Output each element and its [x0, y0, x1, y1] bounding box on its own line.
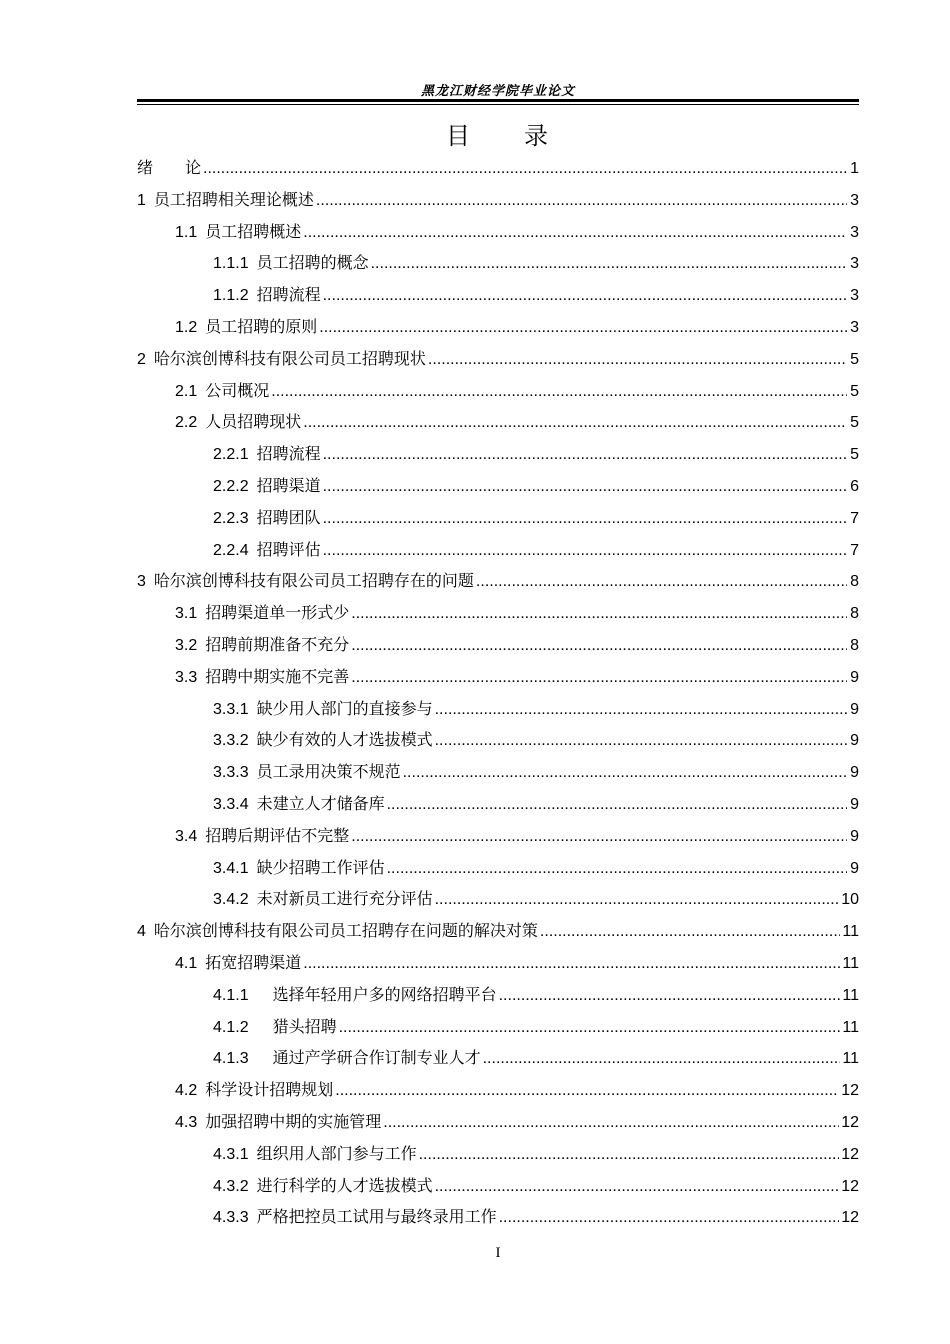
- toc-entry-number: 4.1.1: [213, 986, 249, 1004]
- toc-entry-number: 3.3.4: [213, 795, 249, 813]
- toc-dot-leader: [483, 1043, 841, 1075]
- toc-entry-label: 招聘流程: [256, 444, 321, 464]
- toc-entry[interactable]: [137, 343, 859, 375]
- toc-entry-page: 9: [850, 668, 859, 686]
- toc-entry-label: 员工招聘的概念: [256, 253, 369, 273]
- toc-entry-number: 4.2: [175, 1082, 198, 1100]
- toc-entry-number: 4.3: [175, 1113, 198, 1131]
- toc-dot-leader: [435, 725, 847, 757]
- toc-entry-page: 3: [850, 223, 859, 241]
- header-rule-thin: [137, 104, 859, 105]
- toc-dot-leader: [335, 1075, 839, 1107]
- toc-entry-label: 绪 论: [137, 158, 202, 177]
- toc-dot-leader: [323, 439, 847, 471]
- toc-entry[interactable]: [137, 1011, 859, 1043]
- toc-entry-label: 拓宽招聘渠道: [205, 952, 302, 972]
- toc-entry-number: 4.1.3: [213, 1050, 249, 1068]
- toc-entry-page: 3: [850, 287, 859, 305]
- toc-dot-leader: [303, 217, 847, 249]
- toc-entry-number: 2: [137, 350, 146, 368]
- toc-dot-leader: [351, 598, 847, 630]
- toc-entry-number: 2.2.3: [213, 509, 249, 527]
- toc-entry-label: 招聘中期实施不完善: [205, 666, 350, 686]
- toc-entry-page: 11: [842, 954, 859, 972]
- toc-entry-label: 哈尔滨创博科技有限公司员工招聘存在问题的解决对策: [153, 921, 538, 941]
- toc-entry-label: 科学设计招聘规划: [205, 1080, 334, 1100]
- toc-entry-page: 5: [850, 414, 859, 432]
- toc-entry-label: 招聘渠道: [256, 475, 321, 495]
- toc-entry[interactable]: [137, 1074, 859, 1106]
- toc-entry[interactable]: [137, 1042, 859, 1074]
- toc-dot-leader: [387, 853, 847, 885]
- toc-entry[interactable]: [137, 979, 859, 1011]
- toc-entry[interactable]: [137, 788, 859, 820]
- toc-dot-leader: [476, 566, 847, 598]
- toc-entry[interactable]: [137, 915, 859, 947]
- toc-entry[interactable]: [137, 1106, 859, 1138]
- toc-entry[interactable]: [137, 502, 859, 534]
- toc-entry-page: 8: [850, 636, 859, 654]
- toc-entry-page: 7: [850, 509, 859, 527]
- toc-entry[interactable]: [137, 883, 859, 915]
- toc-entry-page: 12: [841, 1177, 859, 1195]
- toc-entry-page: 7: [850, 541, 859, 559]
- toc-entry-page: 11: [842, 923, 859, 941]
- toc-entry[interactable]: [137, 406, 859, 438]
- toc-entry[interactable]: [137, 375, 859, 407]
- toc-entry-page: 5: [850, 446, 859, 464]
- toc-entry-number: 3.3: [175, 668, 198, 686]
- header-rule-thick: [137, 99, 859, 102]
- toc-entry[interactable]: [137, 820, 859, 852]
- toc-dot-leader: [316, 185, 847, 217]
- toc-dot-leader: [271, 376, 847, 408]
- toc-entry-number: 4.3.3: [213, 1209, 249, 1227]
- toc-entry-label: 未建立人才储备库: [256, 793, 385, 813]
- toc-dot-leader: [499, 980, 841, 1012]
- running-header-title: 黑龙江财经学院毕业论文: [420, 84, 575, 99]
- toc-entry-label: 选择年轻用户多的网络招聘平台: [256, 984, 497, 1004]
- toc-entry-page: 3: [850, 255, 859, 273]
- toc-entry[interactable]: [137, 311, 859, 343]
- toc-entry-number: 3.1: [175, 605, 198, 623]
- toc-entry-page: 3: [850, 318, 859, 336]
- toc-entry[interactable]: [137, 756, 859, 788]
- toc-entry[interactable]: [137, 534, 859, 566]
- toc-entry-number: 2.2.4: [213, 541, 249, 559]
- toc-entry[interactable]: [137, 152, 859, 184]
- toc-entry-page: 3: [850, 191, 859, 209]
- toc-entry-number: 3: [137, 573, 146, 591]
- toc-entry-label: 招聘评估: [256, 539, 321, 559]
- toc-entry-number: 2.2.1: [213, 446, 249, 464]
- toc-entry-label: 通过产学研合作订制专业人才: [256, 1048, 481, 1068]
- toc-entry-page: 11: [842, 1018, 859, 1036]
- toc-dot-leader: [303, 948, 840, 980]
- toc-dot-leader: [323, 471, 847, 503]
- toc-entry-number: 4.1: [175, 954, 198, 972]
- toc-entry-page: 5: [850, 350, 859, 368]
- toc-entry-number: 2.1: [175, 382, 198, 400]
- toc-entry[interactable]: [137, 184, 859, 216]
- toc-entry[interactable]: [137, 247, 859, 279]
- toc-entry[interactable]: [137, 852, 859, 884]
- toc-entry-page: 1: [850, 160, 859, 177]
- toc-entry-page: 8: [850, 605, 859, 623]
- toc-dot-leader: [351, 630, 847, 662]
- toc-entry-label: 招聘前期准备不充分: [205, 634, 350, 654]
- toc-entry-page: 9: [850, 764, 859, 782]
- toc-entry[interactable]: [137, 629, 859, 661]
- toc-entry-number: 3.3.3: [213, 764, 249, 782]
- toc-entry-number: 1.2: [175, 318, 198, 336]
- toc-entry-label: 未对新员工进行充分评估: [256, 889, 433, 909]
- toc-entry-label: 猎头招聘: [256, 1016, 337, 1036]
- toc-entry[interactable]: [137, 1170, 859, 1202]
- toc-entry-number: 1.1: [175, 223, 198, 241]
- toc-entry-page: 12: [841, 1145, 859, 1163]
- toc-dot-leader: [435, 694, 847, 726]
- toc-entry-number: 3.4: [175, 827, 198, 845]
- toc-dot-leader: [303, 407, 847, 439]
- toc-entry-label: 招聘后期评估不完整: [205, 825, 350, 845]
- toc-entry-label: 招聘渠道单一形式少: [205, 603, 350, 623]
- toc-dot-leader: [323, 280, 847, 312]
- toc-entry-label: 员工招聘相关理论概述: [153, 189, 314, 209]
- toc-dot-leader: [540, 916, 840, 948]
- toc-entry-number: 3.2: [175, 636, 198, 654]
- toc-entry-number: 1: [137, 191, 146, 209]
- toc-entry[interactable]: [137, 470, 859, 502]
- toc-entry-label: 哈尔滨创博科技有限公司员工招聘现状: [153, 348, 426, 368]
- toc-dot-leader: [319, 312, 847, 344]
- toc-entry[interactable]: [137, 216, 859, 248]
- toc-entry[interactable]: [137, 1138, 859, 1170]
- toc-dot-leader: [435, 1171, 840, 1203]
- toc-entry-label: 员工录用决策不规范: [256, 762, 401, 782]
- toc-entry-label: 加强招聘中期的实施管理: [205, 1111, 382, 1131]
- toc-entry[interactable]: [137, 597, 859, 629]
- toc-entry-page: 12: [841, 1082, 859, 1100]
- toc-entry-page: 9: [850, 859, 859, 877]
- toc-dot-leader: [403, 757, 847, 789]
- toc-dot-leader: [203, 153, 847, 185]
- toc-entry-number: 4.1.2: [213, 1018, 249, 1036]
- toc-entry-label: 员工招聘概述: [205, 221, 302, 241]
- toc-entry-label: 缺少招聘工作评估: [256, 857, 385, 877]
- toc-dot-leader: [351, 821, 847, 853]
- toc-title: 目 录: [446, 122, 550, 150]
- toc-entry[interactable]: [137, 693, 859, 725]
- toc-entry-number: 3.3.2: [213, 732, 249, 750]
- toc-entry-page: 11: [842, 986, 859, 1004]
- toc-entry-label: 缺少用人部门的直接参与: [256, 698, 433, 718]
- toc-entry-page: 12: [841, 1113, 859, 1131]
- toc-dot-leader: [499, 1202, 840, 1234]
- toc-entry[interactable]: [137, 724, 859, 756]
- toc-entry-label: 招聘团队: [256, 507, 321, 527]
- toc-list: [137, 152, 859, 1233]
- toc-entry-number: 2.2: [175, 414, 198, 432]
- toc-entry-label: 缺少有效的人才选拔模式: [256, 730, 433, 750]
- toc-entry-page: 10: [841, 891, 859, 909]
- toc-entry-page: 9: [850, 795, 859, 813]
- toc-dot-leader: [323, 503, 847, 535]
- toc-entry-page: 5: [850, 382, 859, 400]
- toc-entry-page: 12: [841, 1209, 859, 1227]
- toc-entry-number: 3.3.1: [213, 700, 249, 718]
- toc-entry-number: 2.2.2: [213, 477, 249, 495]
- toc-entry-page: 11: [842, 1050, 859, 1068]
- toc-entry-label: 组织用人部门参与工作: [256, 1143, 417, 1163]
- toc-dot-leader: [428, 344, 847, 376]
- toc-dot-leader: [383, 1107, 839, 1139]
- toc-dot-leader: [371, 248, 847, 280]
- toc-entry[interactable]: [137, 279, 859, 311]
- toc-entry-number: 3.4.2: [213, 891, 249, 909]
- toc-entry-number: 1.1.1: [213, 255, 249, 273]
- toc-entry-number: 4: [137, 923, 146, 941]
- toc-entry[interactable]: [137, 565, 859, 597]
- toc-entry-label: 招聘流程: [256, 285, 321, 305]
- toc-entry-number: 1.1.2: [213, 287, 249, 305]
- toc-entry-page: 9: [850, 700, 859, 718]
- toc-dot-leader: [419, 1139, 840, 1171]
- toc-entry-page: 9: [850, 732, 859, 750]
- toc-entry-number: 4.3.2: [213, 1177, 249, 1195]
- toc-entry[interactable]: [137, 661, 859, 693]
- toc-entry-page: 8: [850, 573, 859, 591]
- toc-entry-label: 哈尔滨创博科技有限公司员工招聘存在的问题: [153, 571, 474, 591]
- toc-dot-leader: [435, 884, 840, 916]
- toc-entry-label: 人员招聘现状: [205, 412, 302, 432]
- toc-entry-page: 9: [850, 827, 859, 845]
- toc-entry[interactable]: [137, 947, 859, 979]
- toc-entry[interactable]: [137, 438, 859, 470]
- toc-entry-number: 3.4.1: [213, 859, 249, 877]
- toc-dot-leader: [323, 535, 847, 567]
- toc-dot-leader: [387, 789, 847, 821]
- footer-page-number: I: [495, 1245, 501, 1261]
- toc-entry-label: 员工招聘的原则: [205, 316, 318, 336]
- toc-entry-label: 公司概况: [205, 380, 270, 400]
- toc-entry-label: 严格把控员工试用与最终录用工作: [256, 1207, 497, 1227]
- toc-entry-number: 4.3.1: [213, 1145, 249, 1163]
- toc-dot-leader: [351, 662, 847, 694]
- toc-entry-label: 进行科学的人才选拔模式: [256, 1175, 433, 1195]
- toc-entry[interactable]: [137, 1201, 859, 1233]
- toc-dot-leader: [339, 1012, 841, 1044]
- toc-entry-page: 6: [850, 477, 859, 495]
